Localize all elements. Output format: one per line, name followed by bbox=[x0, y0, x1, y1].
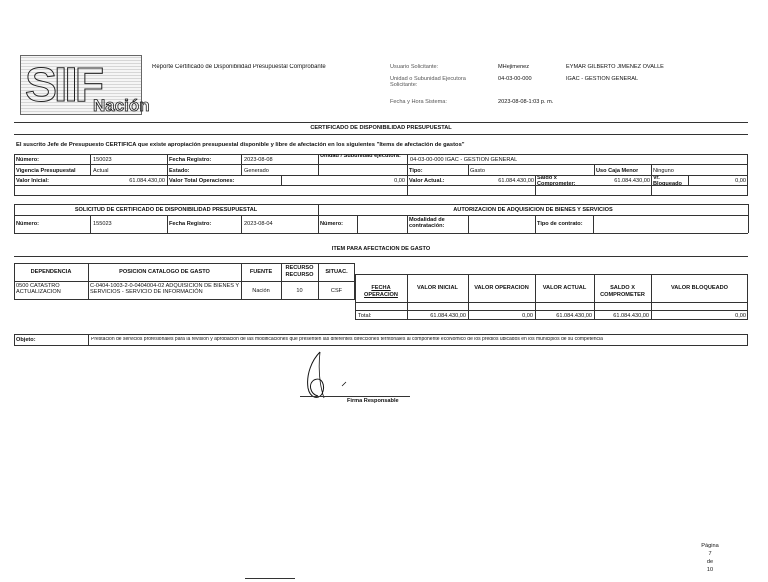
total-valor-bloqueado: 0,00 bbox=[735, 313, 746, 319]
solicitud-fecha-label: Fecha Registro: bbox=[169, 221, 212, 227]
fecha-registro-value: 2023-08-08 bbox=[244, 157, 273, 163]
objeto-label: Objeto: bbox=[16, 337, 36, 343]
col-valor-actual: VALOR ACTUAL bbox=[542, 285, 587, 291]
tipo-contrato-label: Tipo de contrato: bbox=[537, 221, 583, 227]
numero-label: Número: bbox=[16, 157, 39, 163]
col-posicion: POSICION CATALOGO DE GASTO bbox=[119, 269, 210, 275]
valor-inicial-label: Valor Inicial: bbox=[16, 178, 49, 184]
solicitud-numero-label: Número: bbox=[16, 221, 39, 227]
col-fecha-operacion: FECHA OPERACION bbox=[364, 285, 398, 299]
total-valor-actual: 61.084.430,00 bbox=[556, 313, 592, 319]
solicitud-fecha-value: 2023-08-04 bbox=[244, 221, 273, 227]
total-valor-inicial: 61.084.430,00 bbox=[430, 313, 466, 319]
col-situac: SITUAC. bbox=[325, 269, 348, 275]
valor-total-value: 0,00 bbox=[394, 178, 405, 184]
col-valor-operacion: VALOR OPERACION bbox=[474, 285, 529, 291]
firma-label: Firma Responsable bbox=[347, 398, 399, 404]
solicitud-numero-value: 155023 bbox=[93, 221, 112, 227]
autorizacion-numero-label: Número: bbox=[320, 221, 343, 227]
logo-subtext: Nación bbox=[93, 96, 150, 115]
certificado-statement: El suscrito Jefe de Presupuesto CERTIFICA que existe apropiación presupuestal disponible y libre de afectación en los siguientes "Items de afectación de gastos" bbox=[16, 142, 465, 148]
unidad-code: 04-03-00-000 bbox=[498, 76, 532, 82]
siif-logo bbox=[20, 55, 150, 115]
col-valor-inicial: VALOR INICIAL bbox=[417, 285, 458, 291]
total-pages: 10 bbox=[706, 567, 714, 573]
total-saldo: 61.084.430,00 bbox=[613, 313, 649, 319]
row-posicion: C-0404-1003-2-0-0404004-02 ADQUISICION DE BIENES Y SERVICIOS - SERVICIO DE INFORMACIÓN bbox=[90, 283, 240, 296]
saldo-label: Saldo x Comprometer: bbox=[537, 176, 576, 187]
col-fuente: FUENTE bbox=[249, 269, 273, 275]
tipo-value: Gasto bbox=[470, 168, 485, 174]
solicitud-title: SOLICITUD DE CERTIFICADO DE DISPONIBILIDAD PRESUPUESTAL bbox=[74, 207, 258, 213]
fecha-value: 2023-08-08-1:03 p. m. bbox=[498, 99, 554, 105]
unidad-ejecutora-value: 04-03-00-000 IGAC - GESTION GENERAL bbox=[410, 157, 518, 163]
report-title: Reporte Certificado de Disponibilidad Presupuestal Comprobante bbox=[152, 64, 326, 70]
usuario-name: EYMAR GILBERTO JIMENEZ OVALLE bbox=[566, 64, 664, 70]
unidad-ejecutora-label: Unidad / Subunidad ejecutora: bbox=[320, 154, 401, 159]
valor-actual-value: 61.084.430,00 bbox=[498, 178, 534, 184]
logo-text: SIIF bbox=[25, 59, 102, 112]
valor-inicial-value: 61.084.430,00 bbox=[129, 178, 165, 184]
total-valor-operacion: 0,00 bbox=[522, 313, 533, 319]
col-saldo: SALDO X COMPROMETER bbox=[600, 285, 645, 299]
vigencia-value: Actual bbox=[93, 168, 109, 174]
bloqueado-label: Vr. Bloqueado bbox=[653, 176, 682, 187]
pagina-label: Página bbox=[701, 543, 719, 549]
fecha-registro-label: Fecha Registro: bbox=[169, 157, 212, 163]
signature-line bbox=[300, 396, 410, 397]
numero-value: 150023 bbox=[93, 157, 112, 163]
valor-total-label: Valor Total Operaciones: bbox=[169, 178, 235, 184]
objeto-value: Prestación de servicios profesionales para la revision y aprobación de las modificaciones que presenten las diferentes direcciones territoriales al componente ecoNomico de los predios ubicados en los municipios de su competencia bbox=[91, 337, 603, 342]
unidad-label: Unidad o Subunidad Ejecutora Solicitante: bbox=[390, 76, 466, 89]
valor-actual-label: Valor Actual.: bbox=[409, 178, 445, 184]
row-situac: CSF bbox=[330, 288, 343, 294]
certificado-title: CERTIFICADO DE DISPONIBILIDAD PRESUPUESTAL bbox=[310, 125, 452, 131]
col-dependencia: DEPENDENCIA bbox=[30, 269, 72, 275]
unidad-name: IGAC - GESTION GENERAL bbox=[566, 76, 639, 82]
col-recurso: RECURSO RECURSO bbox=[285, 265, 314, 278]
modalidad-label: Modalidad de contratación: bbox=[409, 217, 445, 230]
fecha-label: Fecha y Hora Sistema: bbox=[390, 99, 447, 105]
items-title: ITEM PARA AFECTACION DE GASTO bbox=[331, 246, 431, 252]
pagina-number: 7 bbox=[708, 551, 712, 557]
row-dependencia: 0500 CATASTRO ACTUALIZACION bbox=[16, 283, 61, 296]
bloqueado-value: 0,00 bbox=[735, 178, 746, 184]
uso-caja-value: Ninguno bbox=[653, 168, 674, 174]
col-valor-bloqueado: VALOR BLOQUEADO bbox=[670, 285, 729, 291]
row-recurso: 10 bbox=[296, 288, 303, 294]
estado-label: Estado: bbox=[169, 168, 190, 174]
usuario-label: Usuario Solicitante: bbox=[390, 64, 439, 70]
saldo-value: 61.084.430,00 bbox=[614, 178, 650, 184]
autorizacion-title: AUTORIZACION DE ADQUISICION DE BIENES Y SERVICIOS bbox=[453, 207, 613, 213]
uso-caja-label: Uso Caja Menor bbox=[596, 168, 639, 174]
row-fuente: Nación bbox=[252, 288, 270, 294]
vigencia-label: Vigencia Presupuestal bbox=[16, 168, 76, 174]
usuario-value: MHejimenez bbox=[498, 64, 530, 70]
tipo-label: Tipo: bbox=[409, 168, 423, 174]
estado-value: Generado bbox=[244, 168, 269, 174]
de-label: de bbox=[706, 559, 714, 565]
total-label: Total: bbox=[358, 313, 372, 319]
